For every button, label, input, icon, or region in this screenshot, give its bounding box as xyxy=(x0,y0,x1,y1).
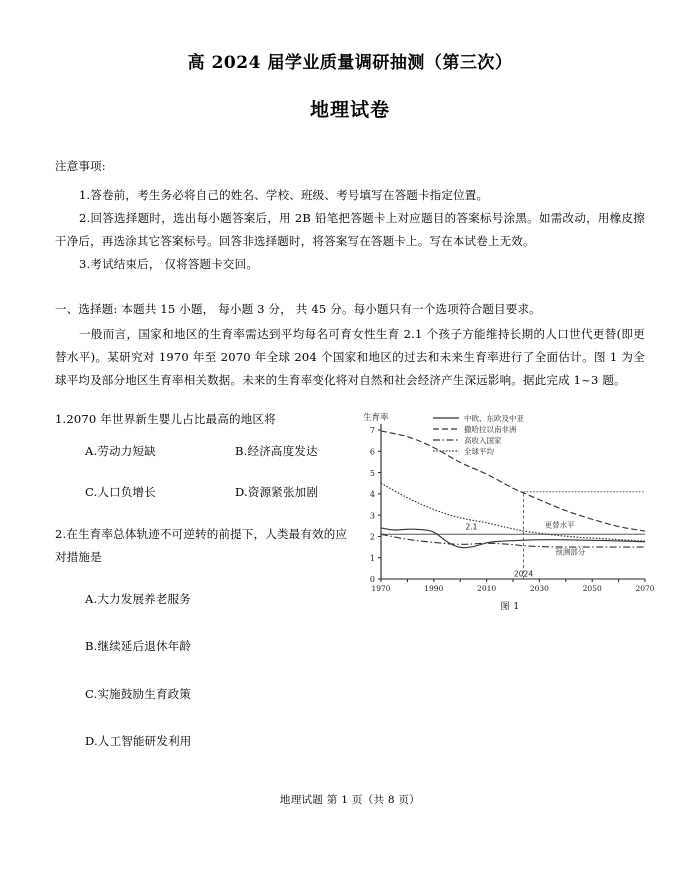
option-c[interactable]: C.人口负增长 xyxy=(85,484,156,499)
notice-item: 2.回答选择题时，选出每小题答案后，用 2B 铅笔把答题卡上对应题目的答案标号涂黑。如需改动，用橡皮擦干净后，再选涂其它答案标号。回答非选择题时，将答案写在答题卡上。写在本试卷上无效。 xyxy=(55,211,645,248)
figure-1 xyxy=(355,408,665,612)
fertility-rate-chart xyxy=(355,408,655,603)
svg-text:1970: 1970 xyxy=(371,584,391,593)
svg-text:1: 1 xyxy=(369,553,375,563)
option-a[interactable]: A.大力发展养老服务 xyxy=(85,592,191,607)
page-title: 高 2024 届学业质量调研抽测（第三次） xyxy=(187,53,513,73)
question-1 xyxy=(55,408,355,523)
svg-text:2050: 2050 xyxy=(582,584,602,593)
question-2 xyxy=(55,523,355,750)
option-list xyxy=(55,590,355,751)
notice-item: 3.考试结束后， 仅将答题卡交回。 xyxy=(79,257,259,271)
questions-area xyxy=(55,408,655,751)
question-stem: 2.在生育率总体轨迹不可逆转的前提下，人类最有效的应对措施是 xyxy=(55,527,348,564)
svg-text:2.1: 2.1 xyxy=(465,522,478,532)
question-column xyxy=(55,408,355,751)
svg-text:4: 4 xyxy=(369,490,375,500)
page-footer: 地理试题 第 1 页（共 8 页） xyxy=(279,794,421,806)
option-a[interactable]: A.劳动力短缺 xyxy=(85,444,156,459)
subject-title: 地理试卷 xyxy=(309,99,390,121)
svg-text:中欧、东欧及中亚: 中欧、东欧及中亚 xyxy=(464,414,524,423)
option-b[interactable]: B.经济高度发达 xyxy=(235,444,318,459)
svg-text:1990: 1990 xyxy=(424,584,444,593)
svg-text:全球平均: 全球平均 xyxy=(464,447,494,456)
reading-passage: 一般而言，国家和地区的生育率需达到平均每名可育女性生育 2.1 个孩子方能维持长期的人口世代更替(即更替水平)。某研究对 1970 年至 2070 年全球 204 个国家和地区的过去和未来生育率进行了全面估计。图 1 为全球平均及部分地区生育率相关数据。未来的生育率变化将对自然和社会经济产生深远影响。据此完成 1~3 题。 xyxy=(55,327,645,387)
notice-heading: 注意事项: xyxy=(55,159,106,173)
option-list xyxy=(55,442,355,523)
svg-text:更替水平: 更替水平 xyxy=(544,520,575,530)
svg-text:2030: 2030 xyxy=(529,584,549,593)
notice-list xyxy=(55,184,645,276)
svg-text:高收入国家: 高收入国家 xyxy=(464,436,502,445)
option-b[interactable]: B.继续延后退休年龄 xyxy=(85,639,192,654)
section-heading: 一、选择题: 本题共 15 小题， 每小题 3 分， 共 45 分。每小题只有一个选项符合题目要求。 xyxy=(55,302,541,316)
option-c[interactable]: C.实施鼓励生育政策 xyxy=(85,686,192,701)
figure-caption: 图 1 xyxy=(500,602,520,612)
svg-text:3: 3 xyxy=(369,511,375,521)
svg-text:2024: 2024 xyxy=(514,569,534,579)
question-stem: 1.2070 年世界新生婴儿占比最高的地区将 xyxy=(55,412,276,426)
svg-text:0: 0 xyxy=(369,575,375,585)
option-d[interactable]: D.人工智能研发利用 xyxy=(85,734,192,749)
option-d[interactable]: D.资源紧张加剧 xyxy=(235,484,319,499)
svg-text:2010: 2010 xyxy=(477,584,497,593)
svg-text:撒哈拉以南非洲: 撒哈拉以南非洲 xyxy=(464,425,517,434)
svg-text:生育率: 生育率 xyxy=(363,413,389,423)
svg-text:预测部分: 预测部分 xyxy=(555,547,586,557)
svg-text:2070: 2070 xyxy=(635,584,655,593)
svg-text:7: 7 xyxy=(369,426,375,436)
svg-text:2: 2 xyxy=(369,532,375,542)
notice-item: 1.答卷前，考生务必将自己的姓名、学校、班级、考号填写在答题卡指定位置。 xyxy=(79,188,489,202)
svg-text:5: 5 xyxy=(369,468,375,478)
svg-text:6: 6 xyxy=(369,447,375,457)
